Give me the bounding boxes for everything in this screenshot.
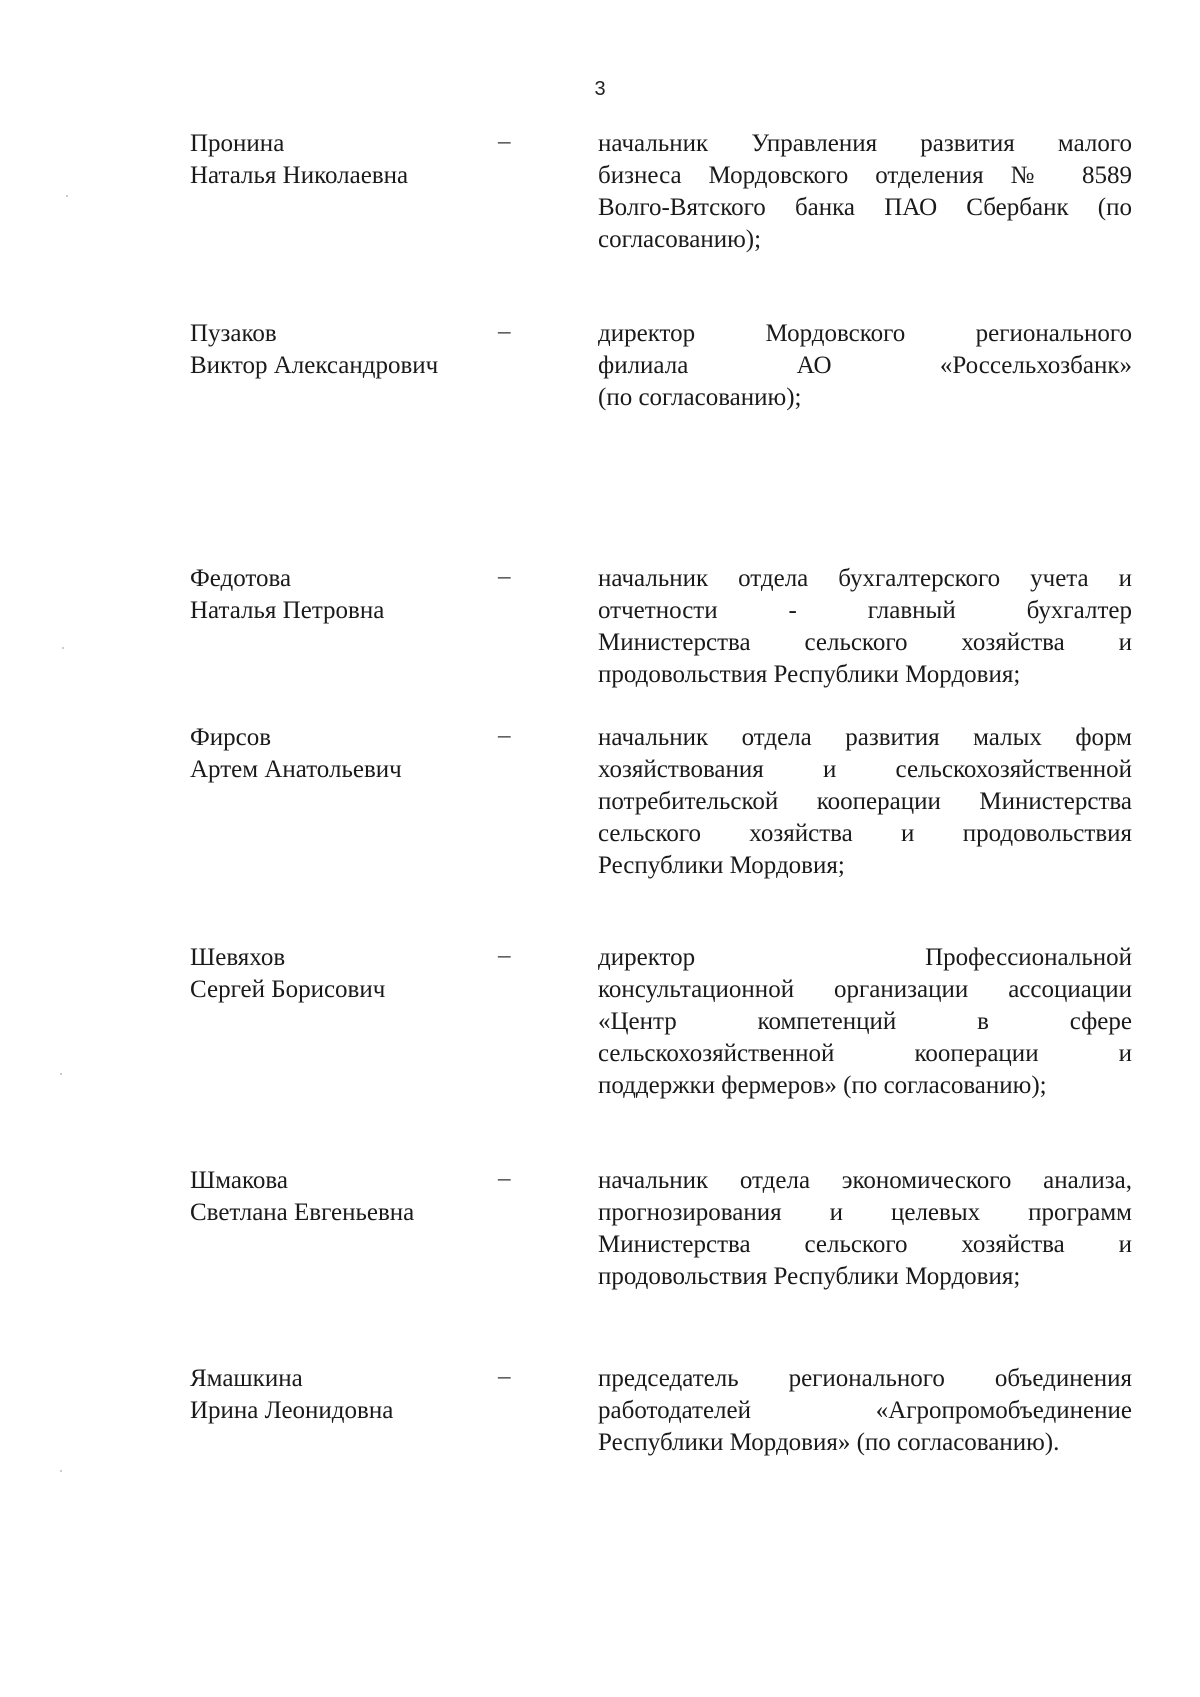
role-line: прогнозирования и целевых программ (598, 1199, 1132, 1226)
role-line: консультационной организации ассоциации (598, 976, 1132, 1003)
separator-dash: – (498, 722, 511, 749)
page-number: 3 (594, 78, 606, 100)
member-given-names: Наталья Петровна (190, 597, 385, 624)
member-surname: Шмакова (190, 1167, 288, 1194)
separator-dash: – (498, 563, 511, 590)
member-name (190, 942, 490, 1006)
role-line: Волго-Вятского банка ПАО Сбербанк (по (598, 194, 1132, 221)
role-line: сельскохозяйственной кооперации и (598, 1040, 1132, 1067)
role-line: председатель регионального объединения (598, 1365, 1132, 1392)
role-line: отчетности - главный бухгалтер (598, 597, 1132, 624)
member-surname: Пронина (190, 130, 285, 157)
separator-dash: – (498, 318, 511, 345)
role-line: хозяйствования и сельскохозяйственной (598, 756, 1132, 783)
role-line: Министерства сельского хозяйства и (598, 1231, 1132, 1258)
role-line: потребительской кооперации Министерства (598, 788, 1132, 815)
role-line: Республики Мордовия; (598, 852, 845, 879)
role-line: (по согласованию); (598, 384, 802, 411)
role-line: начальник отдела бухгалтерского учета и (598, 565, 1132, 592)
role-line: начальник Управления развития малого (598, 130, 1132, 157)
member-name (190, 563, 490, 627)
role-line: начальник отдела экономического анализа, (598, 1167, 1132, 1194)
member-role (598, 722, 1132, 882)
member-name (190, 722, 490, 786)
role-line: «Центр компетенций в сфере (598, 1008, 1132, 1035)
member-role (598, 942, 1132, 1102)
member-given-names: Виктор Александрович (190, 352, 439, 379)
member-surname: Шевяхов (190, 944, 286, 971)
member-role (598, 563, 1132, 691)
role-line: бизнеса Мордовского отделения № 8589 (598, 162, 1132, 189)
member-name (190, 1165, 490, 1229)
role-line: сельского хозяйства и продовольствия (598, 820, 1132, 847)
member-given-names: Светлана Евгеньевна (190, 1199, 415, 1226)
member-surname: Пузаков (190, 320, 277, 347)
member-role (598, 1363, 1132, 1459)
separator-dash: – (498, 1363, 511, 1390)
role-line: поддержки фермеров» (по согласованию); (598, 1072, 1047, 1099)
member-name (190, 128, 490, 192)
role-line: Министерства сельского хозяйства и (598, 629, 1132, 656)
member-role (598, 318, 1132, 414)
member-surname: Федотова (190, 565, 292, 592)
member-given-names: Артем Анатольевич (190, 756, 402, 783)
scan-speck (66, 195, 68, 197)
role-line: продовольствия Республики Мордовия; (598, 661, 1021, 688)
member-role (598, 1165, 1132, 1293)
member-given-names: Наталья Николаевна (190, 162, 409, 189)
scan-speck (60, 1470, 62, 1472)
role-line: директор Профессиональной (598, 944, 1132, 971)
role-line: продовольствия Республики Мордовия; (598, 1263, 1021, 1290)
role-line: согласованию); (598, 226, 762, 253)
separator-dash: – (498, 128, 511, 155)
member-name (190, 1363, 490, 1427)
role-line: Республики Мордовия» (по согласованию). (598, 1429, 1060, 1456)
role-line: директор Мордовского регионального (598, 320, 1132, 347)
role-line: начальник отдела развития малых форм (598, 724, 1132, 751)
separator-dash: – (498, 942, 511, 969)
role-line: работодателей «Агропромобъединение (598, 1397, 1132, 1424)
member-role (598, 128, 1132, 256)
member-given-names: Ирина Леонидовна (190, 1397, 394, 1424)
role-line: филиала АО «Россельхозбанк» (598, 352, 1132, 379)
scan-speck (60, 1073, 62, 1075)
member-given-names: Сергей Борисович (190, 976, 386, 1003)
member-name (190, 318, 490, 382)
member-surname: Ямашкина (190, 1365, 303, 1392)
member-surname: Фирсов (190, 724, 272, 751)
separator-dash: – (498, 1165, 511, 1192)
scan-speck (62, 647, 64, 649)
